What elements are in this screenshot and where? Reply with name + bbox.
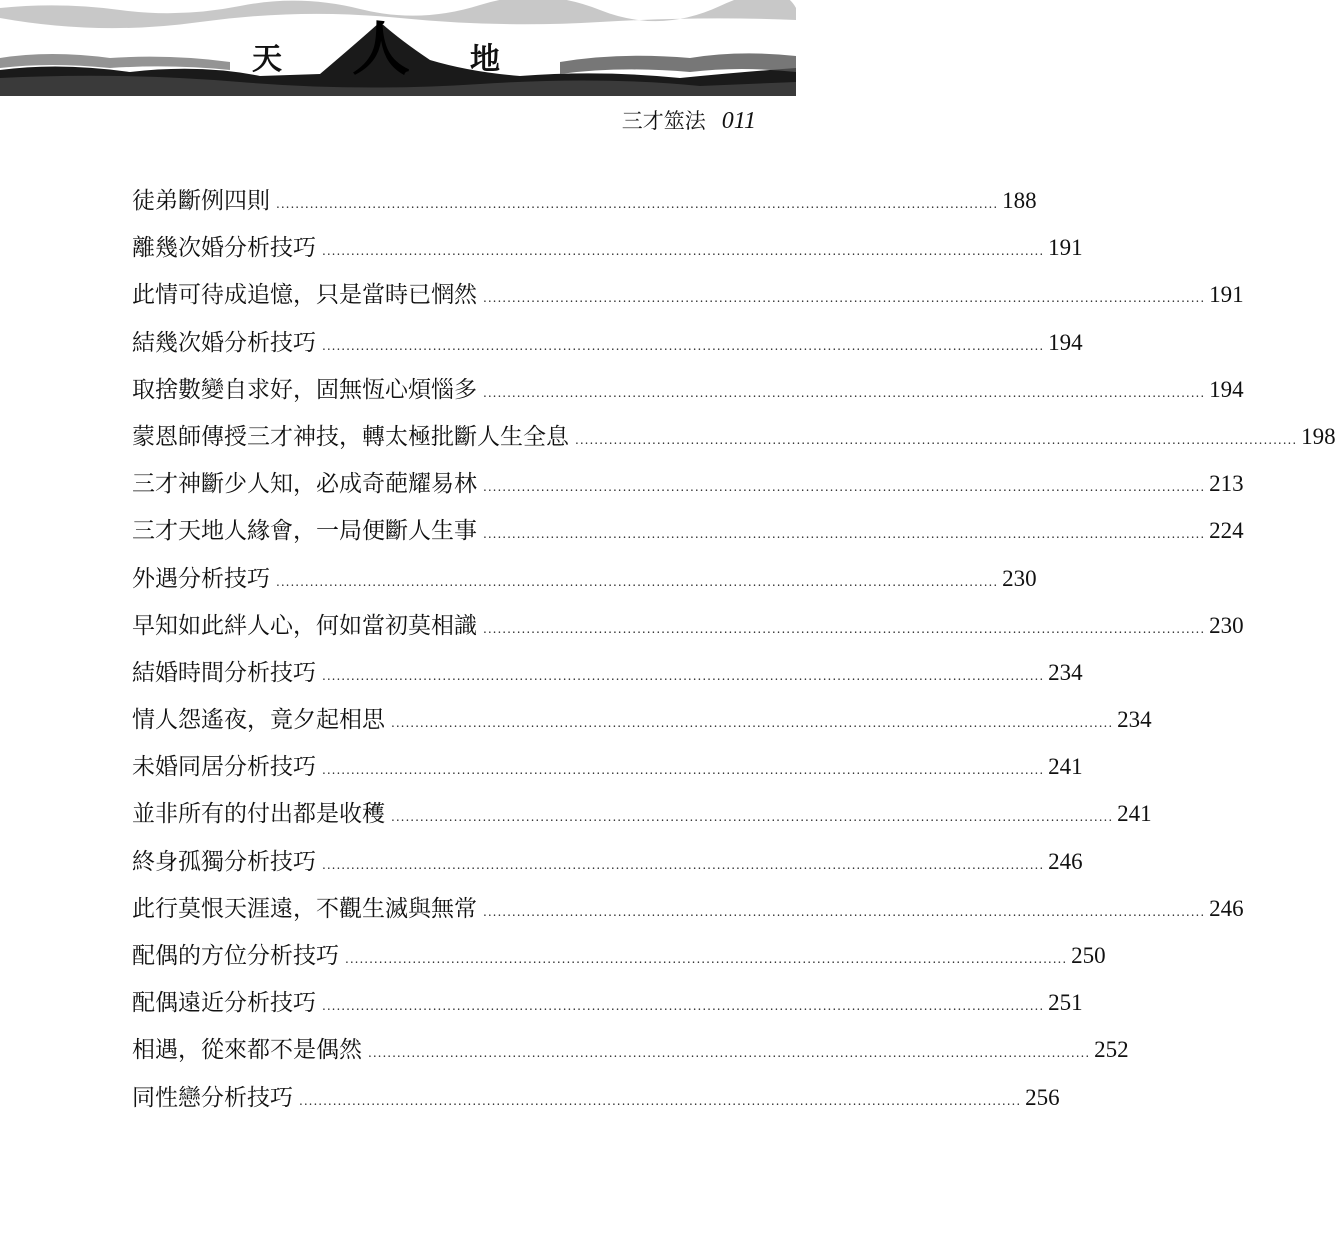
header-title-earth: 地 [470,42,500,77]
toc-entry-title: 三才神斷少人知，必成奇葩耀易林 [132,471,477,498]
toc-leader-dots: ...................................................................................................................................................... [483,480,1206,495]
toc-entry-page: 213 [1209,471,1244,497]
toc-leader-dots: ...................................................................................................................................................... [368,1046,1091,1061]
toc-entry-page: 251 [1048,990,1083,1016]
toc-entry [132,748,1083,795]
toc-entry-title: 離幾次婚分析技巧 [132,235,316,262]
toc-entry-title: 配偶遠近分析技巧 [132,990,316,1017]
toc-entry-page: 230 [1002,565,1037,591]
header-title-human: 人 [352,15,411,83]
toc-leader-dots: ...................................................................................................................................................... [322,668,1045,683]
toc-entry-page: 230 [1209,612,1244,638]
toc-leader-dots: ...................................................................................................................................................... [322,857,1045,872]
toc-entry-title: 取捨數變自求好，固無恆心煩惱多 [132,376,477,403]
toc-leader-dots: ...................................................................................................................................................... [322,763,1045,778]
toc-entry-title: 徒弟斷例四則 [132,188,270,214]
toc-leader-dots: ...................................................................................................................................................... [322,999,1045,1014]
toc-entry-title: 外遇分析技巧 [132,565,270,592]
toc-entry [132,276,1244,323]
toc-entry-title: 未婚同居分析技巧 [132,754,316,781]
toc-entry [132,1079,1060,1126]
table-of-contents [132,182,1336,1126]
toc-entry [132,937,1106,984]
toc-leader-dots: ...................................................................................................................................................... [391,716,1114,731]
toc-entry-page: 224 [1209,518,1244,544]
toc-entry-title: 同性戀分析技巧 [132,1084,293,1111]
toc-entry-page: 194 [1209,376,1244,402]
toc-leader-dots: ...................................................................................................................................................... [483,621,1206,636]
toc-entry-title: 早知如此絆人心，何如當初莫相識 [132,612,477,639]
toc-entry [132,984,1083,1031]
toc-entry-page: 241 [1048,754,1083,780]
toc-leader-dots: ...................................................................................................................................................... [322,338,1045,353]
toc-entry [132,324,1083,371]
toc-entry [132,795,1152,842]
section-title: 三才筮法 [621,109,706,133]
toc-leader-dots: ...................................................................................................................................................... [299,1093,1022,1108]
toc-entry [132,465,1244,512]
toc-entry-page: 250 [1071,943,1106,968]
toc-entry-page: 191 [1048,235,1083,261]
toc-entry-page: 246 [1048,848,1083,874]
toc-entry-page: 252 [1094,1037,1129,1063]
toc-entry [132,843,1083,890]
toc-entry-title: 三才天地人緣會，一局便斷人生事 [132,518,477,545]
toc-entry [132,512,1244,559]
toc-entry-page: 198 [1301,423,1336,449]
toc-entry-title: 此情可待成追憶，只是當時已惘然 [132,282,477,309]
toc-entry-page: 194 [1048,329,1083,355]
toc-entry [132,229,1083,276]
toc-leader-dots: ...................................................................................................................................................... [276,574,999,589]
toc-entry [132,701,1152,748]
toc-entry-page: 241 [1117,801,1152,827]
toc-entry-title: 此行莫恨天涯遠，不觀生滅與無常 [132,895,477,922]
header-title-heaven: 天 [252,42,282,77]
toc-entry [132,654,1083,701]
toc-leader-dots: ...................................................................................................................................................... [483,904,1206,919]
toc-entry [132,560,1037,607]
toc-entry [132,182,1037,229]
toc-leader-dots: ...................................................................................................................................................... [575,432,1298,447]
toc-entry [132,607,1244,654]
toc-entry-page: 246 [1209,895,1244,921]
toc-entry-title: 終身孤獨分析技巧 [132,848,316,875]
toc-entry-title: 相遇，從來都不是偶然 [132,1037,362,1064]
toc-entry-page: 188 [1002,188,1037,213]
toc-entry-page: 191 [1209,282,1244,308]
toc-leader-dots: ...................................................................................................................................................... [391,810,1114,825]
running-head [622,105,756,135]
toc-entry [132,418,1336,465]
toc-leader-dots: ...................................................................................................................................................... [345,952,1068,966]
toc-leader-dots: ...................................................................................................................................................... [483,291,1206,306]
toc-entry-title: 蒙恩師傳授三才神技，轉太極批斷人生全息 [132,423,569,450]
toc-leader-dots: ...................................................................................................................................................... [483,527,1206,542]
toc-entry-page: 234 [1048,659,1083,685]
toc-entry-title: 結婚時間分析技巧 [132,659,316,686]
toc-leader-dots: ...................................................................................................................................................... [276,197,999,211]
toc-entry-title: 並非所有的付出都是收穫 [132,801,385,828]
toc-entry-page: 256 [1025,1084,1060,1110]
toc-leader-dots: ...................................................................................................................................................... [322,244,1045,259]
page-number: 011 [721,108,756,134]
page-header-banner [0,0,796,100]
toc-entry [132,890,1244,937]
toc-entry-title: 情人怨遙夜，竟夕起相思 [132,707,385,734]
toc-entry-title: 配偶的方位分析技巧 [132,943,339,969]
toc-entry-page: 234 [1117,707,1152,733]
toc-leader-dots: ...................................................................................................................................................... [483,385,1206,400]
toc-entry [132,371,1244,418]
toc-entry [132,1031,1129,1078]
toc-entry-title: 結幾次婚分析技巧 [132,329,316,356]
